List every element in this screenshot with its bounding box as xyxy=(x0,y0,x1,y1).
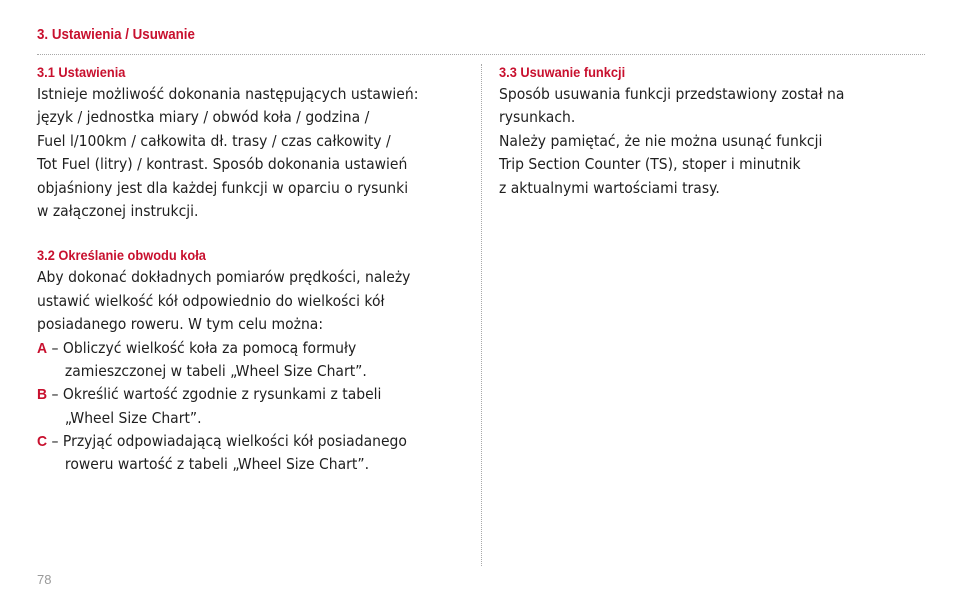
list-item-a xyxy=(37,337,457,384)
header-divider xyxy=(37,54,925,55)
text-line: Aby dokonać dokładnych pomiarów prędkości, należy xyxy=(37,268,411,287)
text-line: w załączonej instrukcji. xyxy=(37,201,199,220)
section-title-settings: 3.1 Ustawienia xyxy=(37,65,126,80)
text-line: Trip Section Counter (TS), stoper i minutnik xyxy=(499,155,801,174)
list-item-first-line xyxy=(37,430,428,453)
section-body-wheel-circumference xyxy=(37,266,457,477)
page-header: 3. Ustawienia / Usuwanie xyxy=(37,27,195,43)
text-line: Tot Fuel (litry) / kontrast. Sposób dokonania ustawień xyxy=(37,155,408,174)
list-letter: A xyxy=(37,339,48,357)
list-letter: B xyxy=(37,386,48,404)
list-item-continuation: „Wheel Size Chart”. xyxy=(64,408,202,427)
text-line: rysunkach. xyxy=(499,108,576,127)
list-item-text: – Obliczyć wielkość koła za pomocą formuły xyxy=(47,338,357,357)
column-divider xyxy=(481,64,482,566)
text-line: objaśniony jest dla każdej funkcji w oparciu o rysunki xyxy=(37,178,409,197)
list-item-text: – Określić wartość zgodnie z rysunkami z tabeli xyxy=(47,385,382,404)
list-letter: C xyxy=(37,433,48,451)
list-item-continuation: roweru wartość z tabeli „Wheel Size Chart”. xyxy=(64,455,370,474)
list-item-b xyxy=(37,383,457,430)
text-line: Należy pamiętać, że nie można usunąć funkcji xyxy=(499,131,823,150)
section-title-wheel-circumference: 3.2 Określanie obwodu koła xyxy=(37,248,206,264)
list-item-c xyxy=(37,430,457,477)
text-line: język / jednostka miary / obwód koła / godzina / xyxy=(37,108,370,127)
list-item-continuation: zamieszczonej w tabeli „Wheel Size Chart”. xyxy=(64,361,367,380)
text-line: posiadanego roweru. W tym celu można: xyxy=(37,315,324,334)
section-body-delete-functions xyxy=(499,83,899,200)
section-title-delete-functions: 3.3 Usuwanie funkcji xyxy=(499,65,626,80)
list-item-first-line xyxy=(37,337,428,360)
list-item-text: – Przyjąć odpowiadającą wielkości kół posiadanego xyxy=(47,432,407,451)
text-line: Istnieje możliwość dokonania następujących ustawień: xyxy=(37,85,419,103)
list-item-first-line xyxy=(37,383,428,406)
left-column xyxy=(37,63,457,477)
section-body-settings xyxy=(37,83,457,223)
text-line: ustawić wielkość kół odpowiednio do wielkości kół xyxy=(37,291,385,310)
text-line: z aktualnymi wartościami trasy. xyxy=(499,178,720,197)
text-line: Sposób usuwania funkcji przedstawiony został na xyxy=(499,85,845,103)
page-number: 78 xyxy=(37,572,52,587)
text-line: Fuel l/100km / całkowita dł. trasy / czas całkowity / xyxy=(37,131,391,150)
right-column xyxy=(499,63,899,200)
